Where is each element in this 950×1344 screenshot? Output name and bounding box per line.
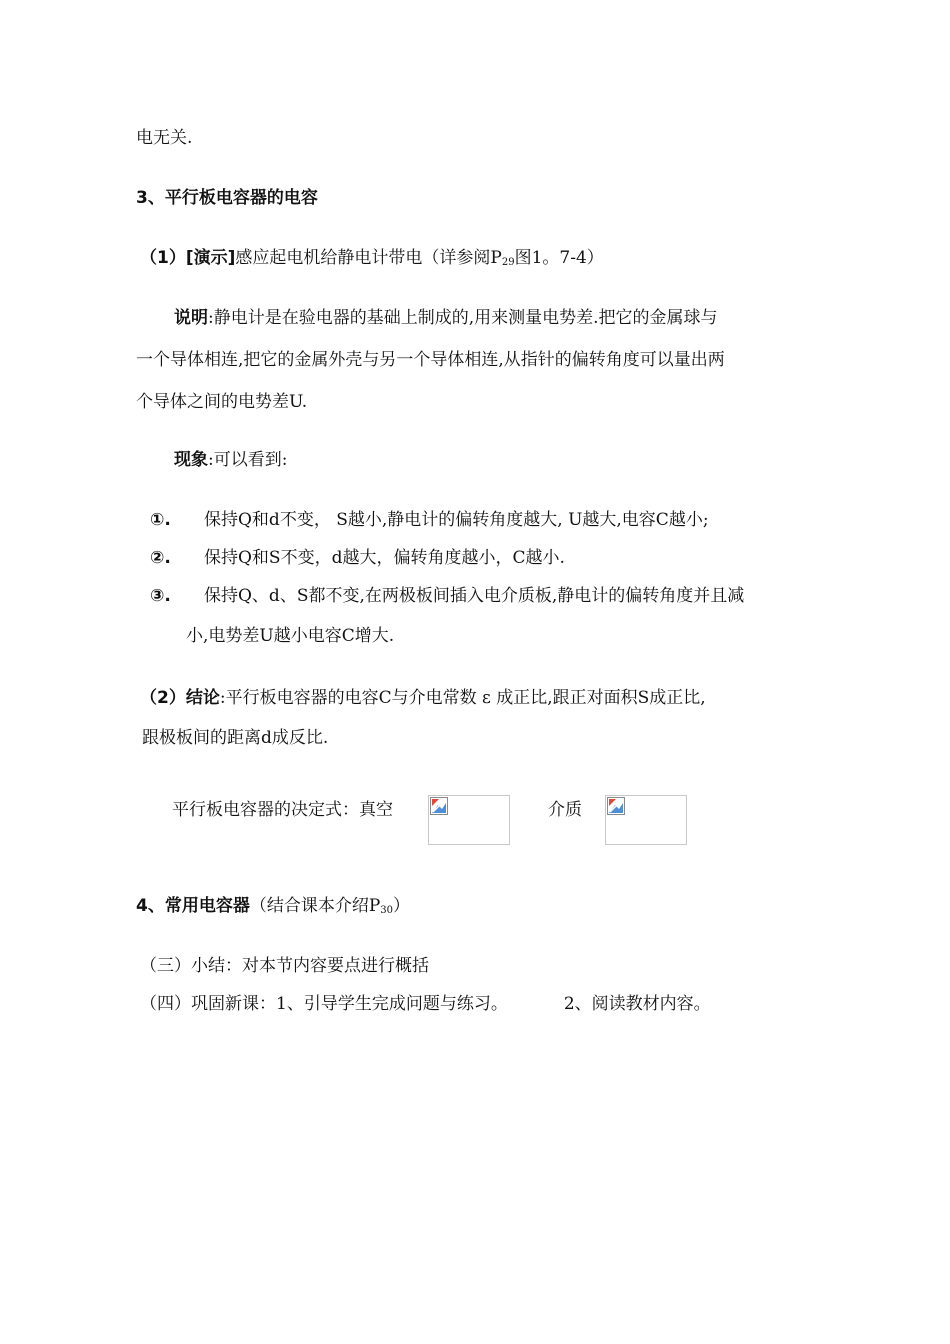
list-text: 保持Q和S不变，d越大，偏转角度越小，C越小. bbox=[204, 548, 565, 568]
list-item bbox=[150, 508, 709, 532]
consolidation-line bbox=[140, 992, 711, 1016]
text-line: 电无关. bbox=[136, 128, 193, 148]
demo-paragraph bbox=[140, 246, 604, 275]
list-item bbox=[150, 546, 565, 570]
description-line: 个导体之间的电势差U. bbox=[136, 392, 308, 412]
description-text: :静电计是在验电器的基础上制成的,用来测量电势差.把它的金属球与 bbox=[208, 308, 718, 328]
consolidation-text-2: 2、阅读教材内容。 bbox=[563, 994, 711, 1014]
page-subscript: 29 bbox=[501, 257, 515, 268]
formula-medium-label: 介质 bbox=[548, 800, 582, 820]
paren-num: （2） bbox=[140, 688, 186, 708]
heading-tail: ） bbox=[393, 896, 411, 916]
section-heading-4 bbox=[136, 894, 410, 923]
list-marker: ②. bbox=[150, 548, 171, 568]
conclusion-line bbox=[140, 686, 706, 710]
demo-text: 感应起电机给静电计带电（详参阅P bbox=[235, 248, 502, 268]
heading-text: （结合课本介绍P bbox=[249, 896, 381, 916]
phenomenon-label: 现象 bbox=[174, 450, 208, 470]
demo-label: [演示] bbox=[185, 248, 236, 268]
consolidation-text: （四）巩固新课：1、引导学生完成问题与练习。 bbox=[140, 994, 508, 1014]
description-line bbox=[174, 306, 718, 330]
watermark bbox=[720, 1282, 888, 1333]
heading-label: 4、常用电容器 bbox=[136, 896, 250, 916]
phenomenon-text: :可以看到: bbox=[208, 450, 288, 470]
list-marker: ①. bbox=[150, 510, 171, 530]
demo-tail: 图1。7-4） bbox=[514, 248, 604, 268]
conclusion-label: 结论 bbox=[185, 688, 220, 708]
phenomenon-line bbox=[174, 448, 287, 472]
list-marker: ③. bbox=[150, 586, 171, 606]
list-continuation: 小,电势差U越小电容C增大. bbox=[186, 626, 395, 646]
conclusion-text: :平行板电容器的电容C与介电常数 ε 成正比,跟正对面积S成正比, bbox=[219, 688, 706, 708]
conclusion-line: 跟极板间的距离d成反比. bbox=[142, 728, 329, 748]
list-text: 保持Q和d不变， S越小,静电计的偏转角度越大, U越大,电容C越小; bbox=[204, 510, 709, 530]
page-subscript: 30 bbox=[380, 905, 394, 916]
paren-num: （1） bbox=[140, 248, 186, 268]
summary-line: （三）小结：对本节内容要点进行概括 bbox=[140, 956, 429, 976]
description-label: 说明 bbox=[174, 308, 208, 328]
description-line: 一个导体相连,把它的金属外壳与另一个导体相连,从指针的偏转角度可以量出两 bbox=[136, 350, 725, 370]
formula-image-vacuum bbox=[428, 795, 510, 845]
broken-image-icon bbox=[430, 797, 448, 815]
section-heading-3: 3、平行板电容器的电容 bbox=[136, 188, 318, 208]
list-item bbox=[150, 584, 744, 608]
broken-image-icon bbox=[607, 797, 625, 815]
list-text: 保持Q、d、S都不变,在两极板间插入电介质板,静电计的偏转角度并且减 bbox=[204, 586, 745, 606]
formula-image-medium bbox=[605, 795, 687, 845]
formula-label: 平行板电容器的决定式：真空 bbox=[172, 800, 393, 820]
